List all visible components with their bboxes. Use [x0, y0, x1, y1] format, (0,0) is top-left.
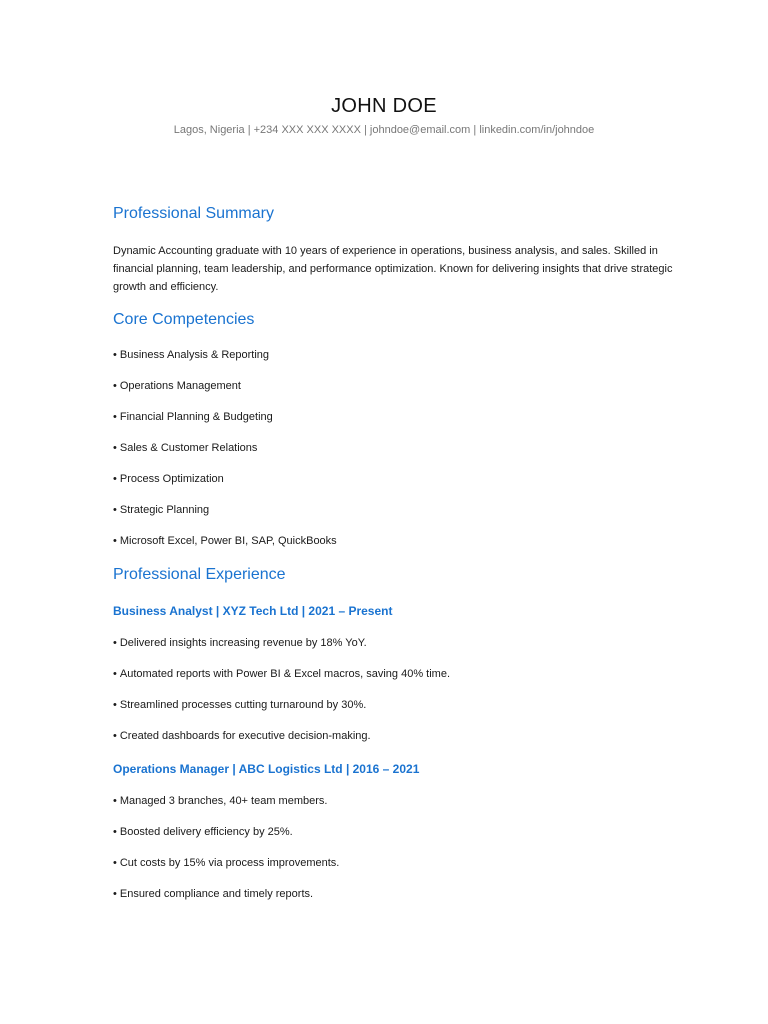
job-bullet — [113, 699, 366, 711]
competency-text: Business Analysis & Reporting — [119, 349, 270, 361]
summary-heading: Professional Summary — [113, 205, 274, 222]
bullet-glyph: • — [113, 380, 117, 392]
bullet-glyph: • — [113, 411, 117, 423]
contact-info: Lagos, Nigeria | +234 XXX XXX XXXX | johndoe@email.com | linkedin.com/in/johndoe — [173, 124, 595, 136]
job-title-business-analyst: Business Analyst | XYZ Tech Ltd | 2021 – Present — [113, 604, 393, 618]
competency-text: Process Optimization — [119, 473, 224, 485]
job-bullet-text: Cut costs by 15% via process improvements. — [119, 857, 340, 869]
job-bullet-text: Created dashboards for executive decision-making. — [119, 730, 371, 742]
bullet-glyph: • — [113, 857, 117, 869]
competency-item — [113, 349, 269, 361]
job-bullet-text: Streamlined processes cutting turnaround by 30%. — [119, 699, 367, 711]
bullet-glyph: • — [113, 699, 117, 711]
bullet-glyph: • — [113, 730, 117, 742]
competency-item — [113, 442, 257, 454]
bullet-glyph: • — [113, 535, 117, 547]
competency-item — [113, 535, 337, 547]
job-bullet-text: Ensured compliance and timely reports. — [119, 888, 314, 900]
bullet-glyph: • — [113, 473, 117, 485]
job-bullet — [113, 637, 367, 649]
job-bullet-text: Delivered insights increasing revenue by 18% YoY. — [119, 637, 367, 649]
bullet-glyph: • — [113, 888, 117, 900]
competencies-heading: Core Competencies — [113, 311, 255, 328]
job-bullet-text: Automated reports with Power BI & Excel macros, saving 40% time. — [119, 668, 450, 680]
job-bullet — [113, 826, 293, 838]
competency-item — [113, 411, 273, 423]
summary-text: Dynamic Accounting graduate with 10 years of experience in operations, business analysis, and sales. Skilled in financial planning, team leadership, and performance optimization. Known for delivering insights that drive strategic growth and efficiency. — [113, 245, 673, 293]
job-bullet — [113, 795, 327, 807]
bullet-glyph: • — [113, 826, 117, 838]
competency-text: Strategic Planning — [119, 504, 210, 516]
candidate-name: JOHN DOE — [331, 95, 437, 117]
job-bullet — [113, 857, 339, 869]
job-bullet-text: Boosted delivery efficiency by 25%. — [119, 826, 293, 838]
competency-item — [113, 473, 224, 485]
job-bullet — [113, 888, 313, 900]
job-title-operations-manager: Operations Manager | ABC Logistics Ltd | 2016 – 2021 — [113, 762, 420, 776]
bullet-glyph: • — [113, 795, 117, 807]
bullet-glyph: • — [113, 349, 117, 361]
competency-text: Financial Planning & Budgeting — [119, 411, 273, 423]
job-bullet-text: Managed 3 branches, 40+ team members. — [119, 795, 328, 807]
job-bullet — [113, 668, 450, 680]
competency-text: Operations Management — [119, 380, 241, 392]
bullet-glyph: • — [113, 668, 117, 680]
competency-text: Sales & Customer Relations — [119, 442, 258, 454]
competency-item — [113, 504, 209, 516]
job-bullet — [113, 730, 371, 742]
experience-heading: Professional Experience — [113, 566, 286, 583]
competency-text: Microsoft Excel, Power BI, SAP, QuickBooks — [119, 535, 337, 547]
bullet-glyph: • — [113, 637, 117, 649]
competency-item — [113, 380, 241, 392]
bullet-glyph: • — [113, 442, 117, 454]
bullet-glyph: • — [113, 504, 117, 516]
